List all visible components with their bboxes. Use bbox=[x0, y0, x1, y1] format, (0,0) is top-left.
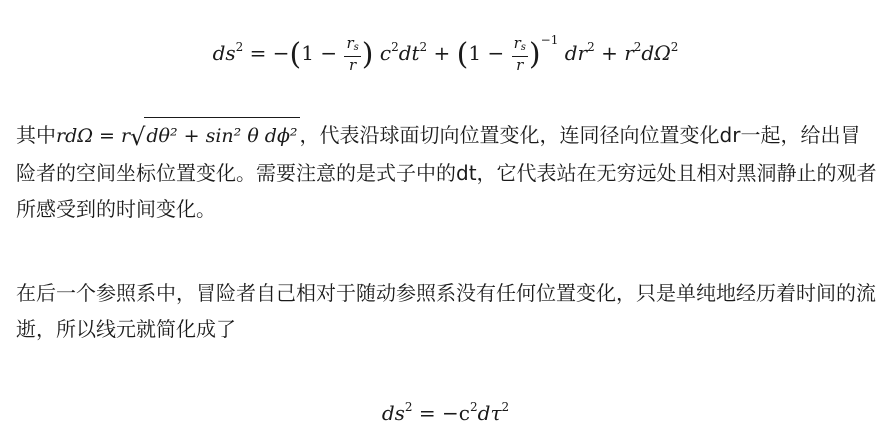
eq1-lhs: ds bbox=[212, 41, 236, 65]
metric-equation: $ds^2 = -(1$ − $\frac{r_s}{r}$ ) $c^2dt^2 + (1$ − $\frac{r_s}{r}$ )$^{-1}$ $dr^2 + r^2d\Omega^2$ bbox=[212, 33, 679, 74]
rs-over-r-fraction-2: $\frac{r_s}{r}$ bbox=[513, 34, 526, 74]
inline-math-rdomega: rdΩ = r√dθ² + sin² θ dϕ² bbox=[56, 125, 300, 147]
proper-time-equation: $ds^2 = -c^2d\tau^2$ bbox=[381, 400, 510, 425]
second-paragraph: 在后一个参照系中，冒险者自己相对于随动参照系没有任何位置变化，只是单纯地经历着时间的流逝，所以线元就简化成了 bbox=[16, 281, 876, 341]
explanation-paragraph: 其中rdΩ = r√dθ² + sin² θ dϕ² ，代表沿球面切向位置变化，连同径向位置变化dr一起，给出冒险者的空间坐标位置变化。需要注意的是式子中的dt，它代表站在无穷远处且相对黑洞静止的观者所感受到的时间变化。 bbox=[16, 117, 878, 227]
rs-over-r-fraction: $\frac{r_s}{r}$ bbox=[346, 34, 359, 74]
